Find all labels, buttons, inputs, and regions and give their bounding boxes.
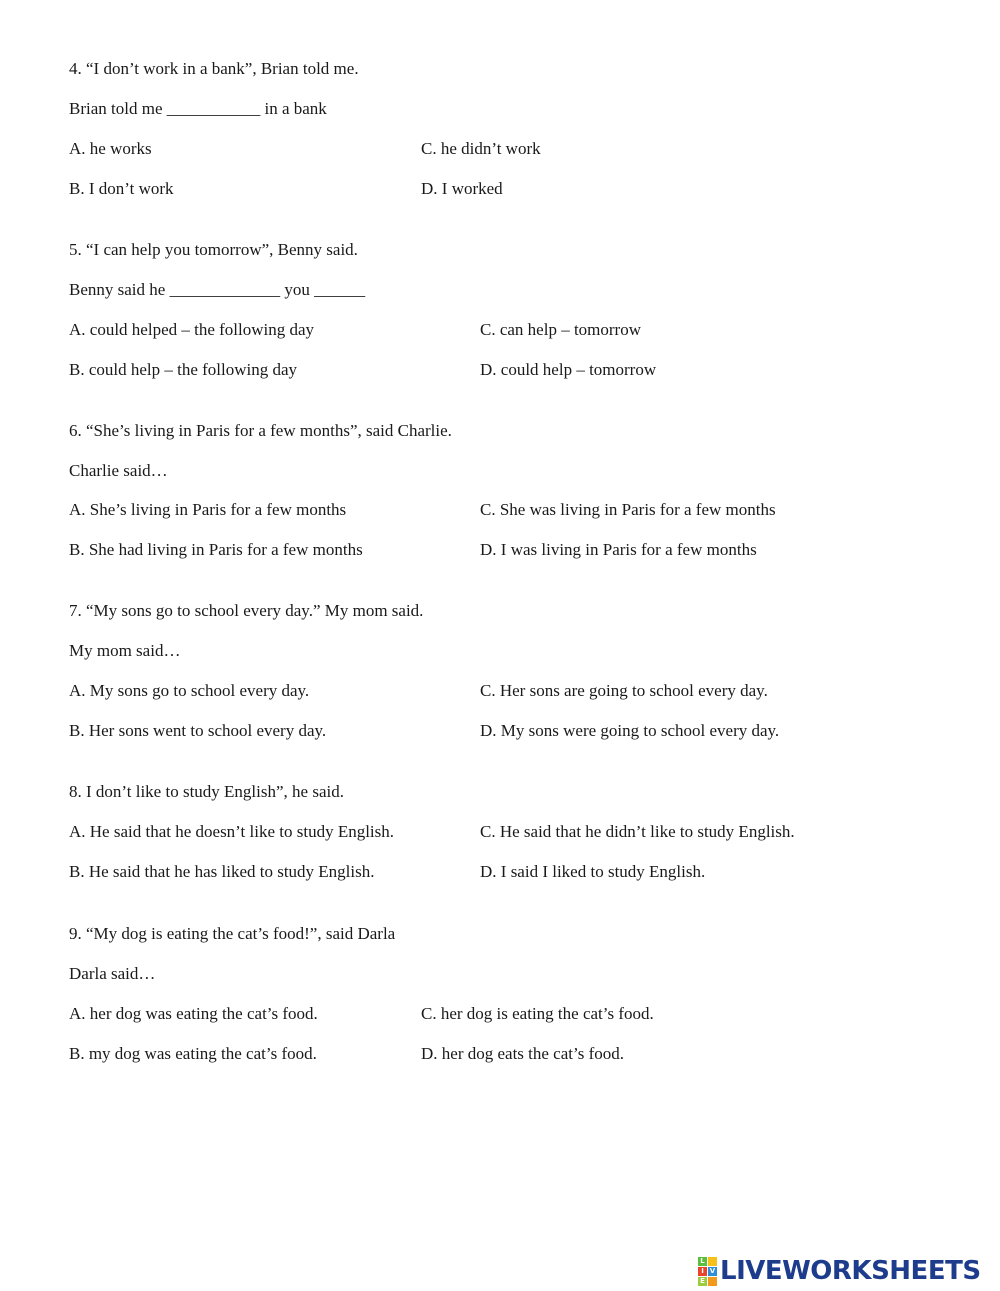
liveworksheets-logo (698, 1256, 981, 1286)
question-4-stem: Brian told me ___________ in a bank (69, 99, 327, 118)
question-5-option-a[interactable]: A. could helped – the following day (69, 320, 315, 339)
question-6-option-a[interactable]: A. She’s living in Paris for a few months (69, 500, 347, 519)
logo-grid-letter: L (698, 1257, 707, 1266)
question-5-option-d[interactable]: D. could help – tomorrow (480, 360, 657, 379)
question-4-option-d[interactable]: D. I worked (421, 179, 503, 198)
question-9-option-c[interactable]: C. her dog is eating the cat’s food. (421, 1004, 654, 1023)
question-6-option-c[interactable]: C. She was living in Paris for a few months (480, 500, 776, 519)
question-9-option-a[interactable]: A. her dog was eating the cat’s food. (69, 1004, 318, 1023)
question-6-prompt: 6. “She’s living in Paris for a few months”, said Charlie. (69, 421, 452, 440)
logo-text: LIVEWORKSHEETS (720, 1256, 981, 1286)
question-7-option-d[interactable]: D. My sons were going to school every day. (480, 721, 780, 740)
question-7-option-b[interactable]: B. Her sons went to school every day. (69, 721, 327, 740)
question-6-option-d[interactable]: D. I was living in Paris for a few months (480, 540, 757, 559)
question-8-option-c[interactable]: C. He said that he didn’t like to study English. (480, 822, 795, 841)
question-4-prompt: 4. “I don’t work in a bank”, Brian told me. (69, 59, 359, 78)
question-7-prompt: 7. “My sons go to school every day.” My mom said. (69, 601, 424, 620)
question-9-prompt: 9. “My dog is eating the cat’s food!”, said Darla (69, 924, 396, 943)
question-7-option-c[interactable]: C. Her sons are going to school every day. (480, 681, 768, 700)
question-5-prompt: 5. “I can help you tomorrow”, Benny said. (69, 240, 358, 259)
logo-mark-icon (698, 1257, 717, 1286)
question-8-option-b[interactable]: B. He said that he has liked to study English. (69, 862, 375, 881)
question-8-option-a[interactable]: A. He said that he doesn’t like to study English. (69, 822, 395, 841)
question-4-option-c[interactable]: C. he didn’t work (421, 139, 541, 158)
question-5-stem: Benny said he _____________ you ______ (69, 280, 366, 299)
question-8-option-d[interactable]: D. I said I liked to study English. (480, 862, 706, 881)
question-7-option-a[interactable]: A. My sons go to school every day. (69, 681, 310, 700)
logo-grid-cell (708, 1277, 717, 1286)
question-8-prompt: 8. I don’t like to study English”, he said. (69, 782, 344, 801)
question-9-stem: Darla said… (69, 964, 156, 983)
question-5-option-b[interactable]: B. could help – the following day (69, 360, 298, 379)
logo-grid-letter: E (698, 1277, 707, 1286)
logo-grid-letter: I (698, 1267, 707, 1276)
question-9-option-b[interactable]: B. my dog was eating the cat’s food. (69, 1044, 317, 1063)
question-4-option-b[interactable]: B. I don’t work (69, 179, 174, 198)
question-7-stem: My mom said… (69, 641, 181, 660)
question-4-option-a[interactable]: A. he works (69, 139, 152, 158)
logo-grid-letter: V (709, 1266, 716, 1275)
logo-grid-cell (708, 1257, 717, 1266)
question-5-option-c[interactable]: C. can help – tomorrow (480, 320, 641, 339)
question-9-option-d[interactable]: D. her dog eats the cat’s food. (421, 1044, 624, 1063)
question-6-stem: Charlie said… (69, 461, 168, 480)
question-6-option-b[interactable]: B. She had living in Paris for a few months (69, 540, 363, 559)
